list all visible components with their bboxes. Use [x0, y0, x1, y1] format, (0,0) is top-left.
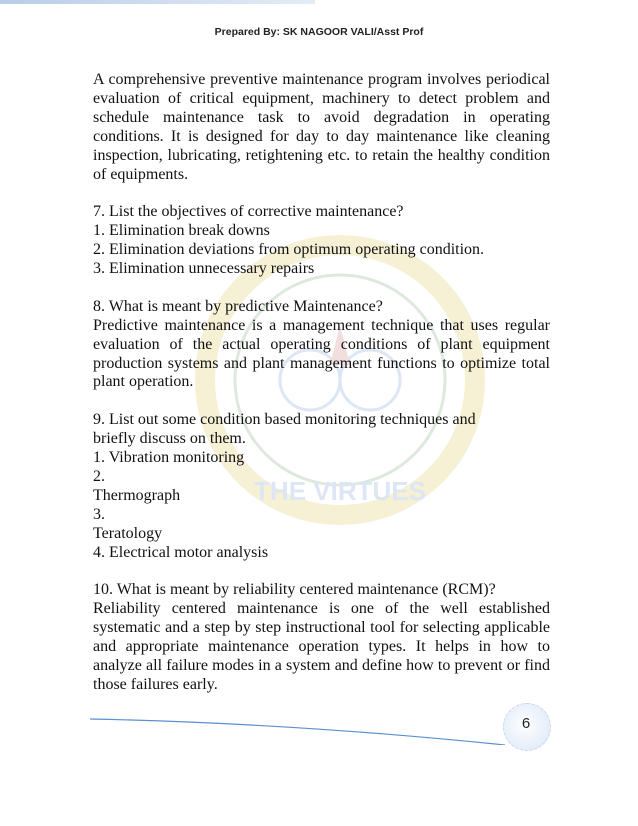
- question-9-line-1: 9. List out some condition based monitoring techniques and: [93, 411, 476, 429]
- list-item: 4. Electrical motor analysis: [93, 543, 269, 561]
- answer-10: Reliability centered maintenance is one of the well established systematic and a step by step instructional tool for selecting applicable and appropriate maintenance operation types. It helps in how to analyze all failure modes in a system and define how to prevent or find those failures early.: [93, 600, 550, 693]
- question-9-line-2: briefly discuss on them.: [93, 430, 246, 448]
- list-item: 1. Vibration monitoring: [93, 449, 245, 467]
- list-item: 1. Elimination break downs: [93, 222, 270, 240]
- list-item: 3.: [93, 505, 105, 523]
- question-7: 7. List the objectives of corrective maintenance?: [93, 203, 404, 221]
- intro-paragraph: A comprehensive preventive maintenance program involves periodical evaluation of critical equipment, machinery to detect problem and schedule maintenance task to avoid degradation in operating conditions. It is designed for day to day maintenance like cleaning inspection, lubricating, retightening etc. to retain the healthy condition of equipments.: [93, 71, 550, 183]
- page-number: 6: [521, 715, 531, 732]
- answer-8: Predictive maintenance is a management technique that uses regular evaluation of the actual operating conditions of plant equipment production systems and plant management functions to optimize total plant operation.: [93, 316, 550, 391]
- question-8: 8. What is meant by predictive Maintenance?: [93, 297, 383, 315]
- footer-decorative-line: [90, 705, 515, 745]
- list-item: 3. Elimination unnecessary repairs: [93, 260, 315, 278]
- list-item: Teratology: [93, 524, 163, 542]
- question-10: 10. What is meant by reliability centered maintenance (RCM)?: [93, 581, 496, 599]
- list-item: 2.: [93, 467, 105, 485]
- top-decorative-rule: [0, 0, 315, 4]
- list-item: 2. Elimination deviations from optimum operating condition.: [93, 241, 485, 259]
- svg-text:THE VIRTUES: THE VIRTUES: [254, 476, 426, 506]
- page-header: Prepared By: SK NAGOOR VALI/Asst Prof: [214, 26, 424, 38]
- page-content: [93, 71, 550, 695]
- list-item: Thermograph: [93, 486, 181, 504]
